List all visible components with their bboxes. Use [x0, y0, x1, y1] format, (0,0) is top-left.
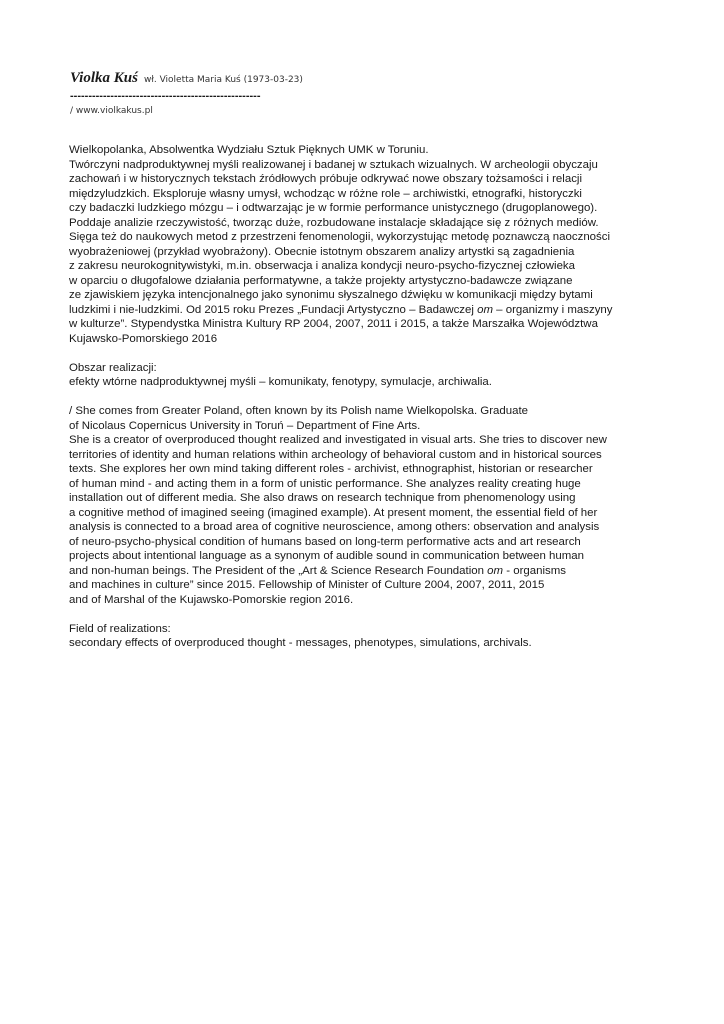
bio-line: of human mind - and acting them in a form of unistic performance. She analyzes reality creating huge [69, 477, 581, 490]
bio-line: wyobrażeniowej (przykład wyobrażony). Obecnie istotnym obszarem analizy artystki są zagadnienia [69, 245, 575, 258]
bio-line: She is a creator of overproduced thought realized and investigated in visual arts. She tries to discover new [69, 434, 607, 446]
field-text: secondary effects of overproduced thought - messages, phenotypes, simulations, archivals. [69, 637, 532, 649]
bio-line [69, 564, 659, 579]
bio-line: Kujawsko-Pomorskiego 2016 [69, 332, 218, 345]
document-header [70, 70, 670, 116]
bio-line: czy badaczki ludzkiego mózgu – i odtwarzając je w formie performance unistycznego (drugoplanowego). [69, 202, 598, 214]
bio-line: texts. She explores her own mind taking different roles - archivist, ethnographist, historian or researcher [69, 463, 593, 475]
bio-line [69, 303, 659, 318]
bio-line: Poddaje analizie rzeczywistość, tworząc duże, rozbudowane instalacje składające się z różnych mediów. [69, 216, 599, 229]
bio-line: Wielkopolanka, Absolwentka Wydziału Sztuk Pięknych UMK w Toruniu. [69, 144, 429, 156]
bio-line: and machines in culture” since 2015. Fellowship of Minister of Culture 2004, 2007, 2011, 2015 [69, 579, 545, 591]
bio-line: of neuro-psycho-physical condition of humans based on long-term performative acts and art research [69, 535, 581, 548]
foundation-name-italic: om [477, 303, 493, 316]
field-text: efekty wtórne nadproduktywnej myśli – komunikaty, fenotypy, symulacje, archiwalia. [69, 376, 492, 388]
bio-line: z zakresu neurokognitywistyki, m.in. obserwacja i analiza kondycji neuro-psycho-fizycznej człowieka [69, 260, 576, 272]
polish-field-section [69, 361, 659, 390]
bio-line: analysis is connected to a broad area of cognitive neuroscience, among others: observation and analysis [69, 521, 600, 533]
english-field-section [69, 622, 659, 651]
bio-line: of Nicolaus Copernicus University in Toruń – Department of Fine Arts. [69, 419, 421, 432]
separator-line: ---------------------------------------------------- [70, 90, 261, 102]
name-line [70, 70, 670, 88]
field-heading: Field of realizations: [69, 622, 171, 635]
website-link[interactable]: / www.violkakus.pl [70, 106, 153, 116]
bio-line: zachowań i w historycznych tekstach źródłowych próbuje odkrywać nowe obszary tożsamości i relacji [69, 173, 582, 185]
bio-line: installation out of different media. She also draws on research technique from phenomenology using [69, 492, 576, 504]
english-bio [69, 404, 659, 607]
artist-name: Violka Kuś [70, 70, 138, 86]
artist-fullname: wł. Violetta Maria Kuś (1973-03-23) [143, 75, 303, 85]
bio-line-part: ludzkimi i nie-ludzkimi. Od 2015 roku Prezes „Fundacji Artystyczno – Badawczej [69, 303, 478, 316]
bio-line: projects about intentional language as a synonym of audible sound in communication between human [69, 550, 585, 562]
polish-bio [69, 143, 659, 346]
bio-line: w kulturze”. Stypendystka Ministra Kultury RP 2004, 2007, 2011 i 2015, a także Marszałka Województwa [69, 318, 598, 330]
bio-line: and of Marshal of the Kujawsko-Pomorskie region 2016. [69, 593, 354, 606]
field-heading: Obszar realizacji: [69, 361, 157, 374]
bio-line: Sięga też do naukowych metod z przestrzeni fenomenologii, wykorzystując metodę poznawczą naoczności [69, 231, 611, 243]
bio-line: Twórczyni nadproduktywnej myśli realizowanej i badanej w sztukach wizualnych. W archeologii obyczaju [69, 158, 598, 171]
bio-line-part: - organisms [503, 564, 566, 577]
bio-line: a cognitive method of imagined seeing (imagined example). At present moment, the essential field of her [69, 506, 598, 519]
bio-line-part: – organizmy i maszyny [493, 303, 613, 316]
bio-line-part: and non-human beings. The President of the „Art & Science Research Foundation [69, 564, 488, 577]
bio-line: międzyludzkich. Eksploruje własny umysł, wchodząc w różne role – archiwistki, etnografki, historyczki [69, 187, 582, 200]
bio-line: / She comes from Greater Poland, often known by its Polish name Wielkopolska. Graduate [69, 405, 528, 417]
bio-body [69, 143, 659, 651]
bio-line: w oparciu o długofalowe działania performatywne, a także projekty artystyczno-badawcze związane [69, 274, 573, 287]
bio-line: territories of identity and human relations within archeology of behavioral custom and in historical sources [69, 448, 602, 461]
foundation-name-italic: om [487, 564, 504, 577]
bio-line: ze zjawiskiem języka intencjonalnego jako synonimu słyszalnego dźwięku w komunikacji między bytami [69, 289, 593, 301]
